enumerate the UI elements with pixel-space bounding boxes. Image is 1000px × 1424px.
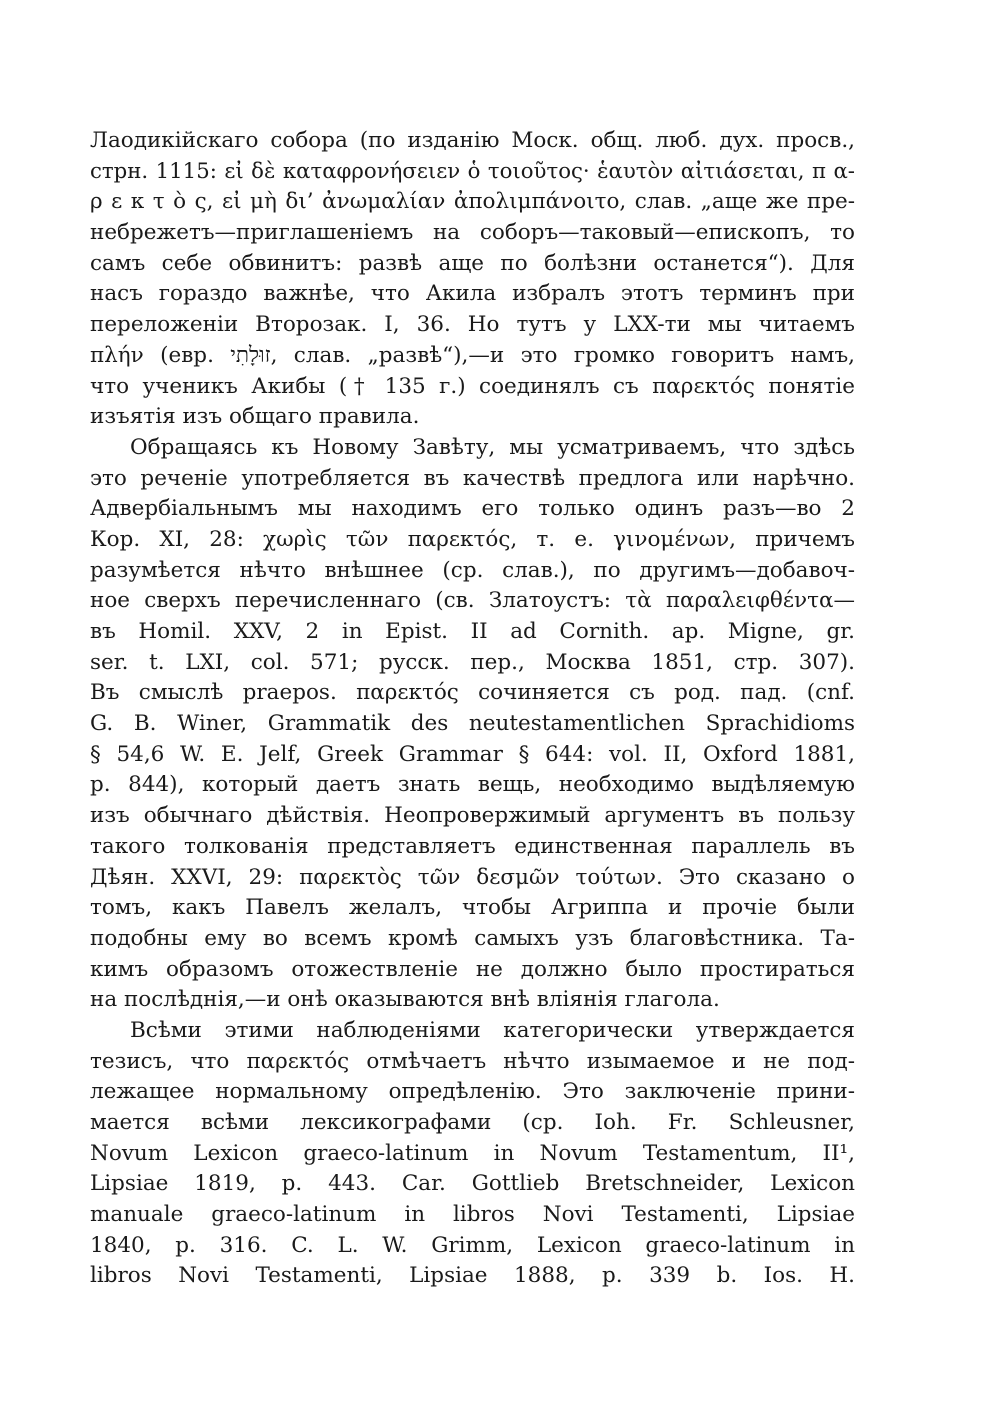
- text-line: Дѣян. XXVI, 29: παρεκτὸς τῶν δεσμῶν τούτων. Это сказано о: [90, 864, 855, 890]
- text-line: самъ себе обвинитъ: развѣ аще по болѣзни останется“). Для: [90, 250, 855, 276]
- text-line: такого толкованія представляетъ единственная параллель въ: [90, 833, 855, 859]
- text-line: G. B. Winer, Grammatik des neutestamentlichen Sprachidioms: [90, 711, 855, 737]
- text-line: § 54,6 W. E. Jelf, Greek Grammar § 644: vol. II, Oxford 1881,: [90, 741, 855, 767]
- text-line: на послѣднія,—и онѣ оказываются внѣ вліянія глагола.: [90, 987, 720, 1013]
- text-line: въ Homil. XXV, 2 in Epist. II ad Cornith. ap. Migne, gr.: [90, 619, 855, 644]
- text-line: libros Novi Testamenti, Lipsiae 1888, p. 339 b. Ios. H.: [90, 1263, 855, 1289]
- text-line: Кор. XI, 28: χωρὶς τῶν παρεκτός, т. е. γινομένων, причемъ: [90, 526, 855, 552]
- text-line: стрн. 1115: εἰ δὲ καταφρονήσειεν ὁ τοιοῦτος· ἑαυτὸν αἰτιάσεται, π α-: [90, 158, 855, 184]
- text-line: Всѣми этими наблюденіями категорически утверждается: [130, 1017, 855, 1043]
- paragraph-2: [90, 433, 855, 1016]
- text-line: кимъ образомъ отожествленіе не должно было простираться: [90, 956, 855, 982]
- text-line: ser. t. LXI, col. 571; русск. пер., Москва 1851, стр. 307).: [90, 649, 855, 675]
- text-line: ное сверхъ перечисленнаго (св. Златоустъ: τὰ παραλειφθέντα—: [90, 588, 855, 614]
- text-line: томъ, какъ Павелъ желалъ, чтобы Агриппа и прочіе были: [90, 895, 855, 921]
- text-line: 1840, p. 316. C. L. W. Grimm, Lexicon graeco-latinum in: [90, 1232, 855, 1258]
- text-line: ρ ε κ τ ὸ ς, εἰ μὴ δι’ ἀνωμαλίαν ἀπολιμπάνοιτο, слав. „аще же пре-: [90, 189, 855, 215]
- text-line: Въ смыслѣ praepos. παρεκτός сочиняется съ род. пад. (cnf.: [90, 680, 855, 706]
- text-line: небрежетъ—приглашеніемъ на соборъ—таковый—епископъ, то: [90, 220, 855, 246]
- text-line: тезисъ, что παρεκτός отмѣчаетъ нѣчто изымаемое и не под-: [90, 1048, 855, 1074]
- text-line: Обращаясь къ Новому Завѣту, мы усматриваемъ, что здѣсь: [130, 434, 855, 460]
- paragraph-3: [90, 1016, 855, 1292]
- text-line: Lipsiae 1819, p. 443. Car. Gottlieb Bretschneider, Lexicon: [90, 1171, 855, 1197]
- text-line: Лаодикійскаго собора (по изданію Моск. общ. люб. дух. просв.,: [90, 128, 855, 153]
- text-line: изъятія изъ общаго правила.: [90, 404, 420, 430]
- text-line: πλήν (евр. זוּלָתִי, слав. „развѣ“),—и это громко говоритъ намъ,: [90, 342, 855, 368]
- text-line: p. 844), который даетъ знать вещь, необходимо выдѣляемую: [90, 772, 855, 798]
- text-line: Адвербіальнымъ мы находимъ его только одинъ разъ—во 2: [90, 496, 855, 522]
- text-line: насъ гораздо важнѣе, что Акила избралъ этотъ терминъ при: [90, 281, 855, 307]
- text-line: это реченіе употребляется въ качествѣ предлога или нарѣчно.: [90, 465, 855, 491]
- text-line: Novum Lexicon graeco-latinum in Novum Testamentum, II¹,: [90, 1140, 855, 1166]
- page-text-block: [90, 126, 855, 1292]
- text-line: переложеніи Второзак. I, 36. Но тутъ у LXX-ти мы читаемъ: [90, 312, 855, 338]
- text-line: разумѣется нѣчто внѣшнее (ср. слав.), по другимъ—добавоч-: [90, 557, 855, 583]
- text-line: мается всѣми лексикографами (ср. Ioh. Fr. Schleusner,: [90, 1110, 855, 1135]
- text-line: подобны ему во всемъ кромѣ самыхъ узъ благовѣстника. Та-: [90, 925, 855, 951]
- paragraph-1: [90, 126, 855, 433]
- text-line: что ученикъ Акибы († 135 г.) соединялъ съ παρεκτός понятіе: [90, 373, 855, 399]
- text-line: лежащее нормальному опредѣленію. Это заключеніе прини-: [90, 1079, 855, 1105]
- text-line: изъ обычнаго дѣйствія. Неопровержимый аргументъ въ пользу: [90, 803, 855, 829]
- text-line: manuale graeco-latinum in libros Novi Testamenti, Lipsiae: [90, 1202, 855, 1228]
